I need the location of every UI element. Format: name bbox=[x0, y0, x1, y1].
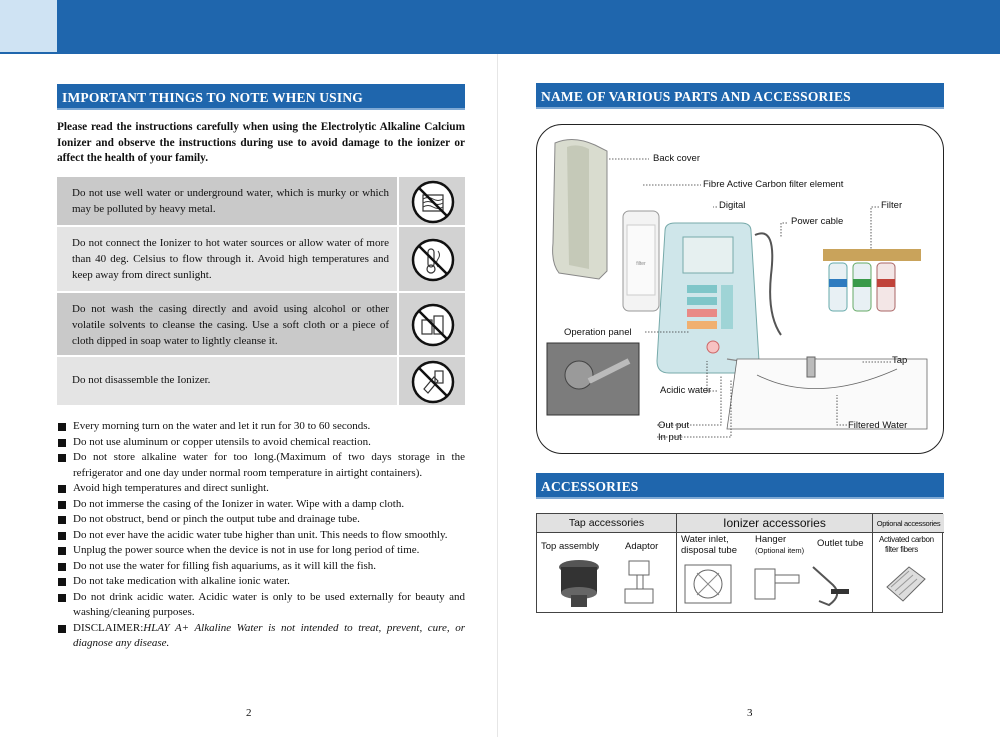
warning-text: Do not connect the Ionizer to hot water sources or allow water of more than 40 deg. Celsius to flow through it. Avoid high temperatures and keep away from direct sunlight. bbox=[57, 227, 397, 291]
accessories-table bbox=[536, 513, 943, 613]
warning-row bbox=[57, 177, 465, 227]
parts-diagram bbox=[536, 124, 944, 454]
page-number-right: 3 bbox=[747, 707, 753, 719]
warning-text: Do not disassemble the Ionizer. bbox=[57, 357, 397, 405]
label-hanger-note: (Optional item) bbox=[755, 546, 805, 555]
warning-table bbox=[57, 177, 465, 407]
ionizer-accessory-drawings bbox=[677, 559, 873, 611]
list-item: Do not drink acidic water. Acidic water is only to be used externally for beauty and washing/cleaning purposes. bbox=[57, 590, 465, 621]
label-operation-panel: Operation panel bbox=[564, 327, 632, 338]
page-number-left: 2 bbox=[246, 707, 252, 719]
list-item: Do not take medication with alkaline ionic water. bbox=[57, 574, 465, 590]
carbon-fiber-drawing bbox=[873, 557, 944, 611]
label-outlet-tube: Outlet tube bbox=[817, 538, 864, 549]
list-item: Do not use aluminum or copper utensils to avoid chemical reaction. bbox=[57, 435, 465, 451]
list-item: Do not store alkaline water for too long.(Maximum of two days storage in the refrigerator and one day under normal room temperature in airtight containers). bbox=[57, 450, 465, 481]
label-power-cable: Power cable bbox=[791, 216, 844, 227]
warning-row bbox=[57, 227, 465, 293]
warning-row bbox=[57, 357, 465, 407]
right-section-title: NAME OF VARIOUS PARTS AND ACCESSORIES bbox=[536, 83, 944, 109]
list-item: Every morning turn on the water and let it run for 30 to 60 seconds. bbox=[57, 419, 465, 435]
no-well-water-icon bbox=[397, 177, 465, 225]
left-section-title: IMPORTANT THINGS TO NOTE WHEN USING bbox=[57, 84, 465, 110]
label-adaptor: Adaptor bbox=[625, 541, 659, 552]
parts-illustration bbox=[537, 125, 944, 454]
no-disassemble-icon bbox=[397, 357, 465, 405]
label-acidic-water: Acidic water bbox=[660, 385, 712, 396]
ionizer-accessories-cell bbox=[677, 533, 873, 613]
warning-row bbox=[57, 293, 465, 357]
list-item: Do not obstruct, bend or pinch the output tube and drainage tube. bbox=[57, 512, 465, 528]
page-spine bbox=[497, 54, 498, 737]
label-hanger: Hanger bbox=[755, 534, 787, 545]
list-item: Avoid high temperatures and direct sunlight. bbox=[57, 481, 465, 497]
label-input: In put bbox=[658, 432, 682, 443]
label-water-inlet: Water inlet, bbox=[681, 534, 729, 545]
label-output: Out put bbox=[658, 420, 690, 431]
list-item: Do not immerse the casing of the Ionizer in water. Wipe with a damp cloth. bbox=[57, 497, 465, 513]
tap-accessories-header: Tap accessories bbox=[537, 514, 677, 533]
list-item: Unplug the power source when the device is not in use for long period of time. bbox=[57, 543, 465, 559]
intro-paragraph: Please read the instructions carefully when using the Electrolytic Alkaline Calcium Ionizer and observe the instructions during use to avoid damage to the ionizer or affect the health of your family. bbox=[57, 121, 465, 164]
ionizer-accessories-header: Ionizer accessories bbox=[677, 514, 873, 533]
label-filtered-water: Filtered Water bbox=[848, 420, 908, 431]
optional-accessories-cell bbox=[873, 533, 944, 613]
disclaimer-label: DISCLAIMER: bbox=[73, 621, 144, 634]
accessories-title: ACCESSORIES bbox=[536, 473, 944, 499]
tap-accessory-drawings bbox=[537, 555, 677, 611]
warning-text: Do not use well water or underground water, which is murky or which may be polluted by heavy metal. bbox=[57, 177, 397, 225]
warning-text: Do not wash the casing directly and avoid using alcohol or other volatile solvents to cleanse the casing. Use a soft cloth or a piece of cloth dipped in soap water to lightly cleanse it. bbox=[57, 293, 397, 355]
list-item: Do not use the water for filling fish aquariums, as it will kill the fish. bbox=[57, 559, 465, 575]
header-tab bbox=[0, 0, 57, 52]
optional-accessories-header: Optional accessories bbox=[873, 514, 944, 533]
label-back-cover: Back cover bbox=[653, 153, 700, 164]
tap-accessories-cell bbox=[537, 533, 677, 613]
usage-notes-list bbox=[57, 419, 465, 652]
label-tap: Tap bbox=[892, 355, 908, 366]
label-carbon-fibers-2: filter fibers bbox=[885, 545, 918, 554]
label-disposal-tube: disposal tube bbox=[681, 545, 737, 556]
header-rule bbox=[0, 52, 1000, 54]
no-washing-icon bbox=[397, 293, 465, 355]
disclaimer-text: HLAY A+ Alkaline Water is not intended to treat, prevent, cure, or diagnose any disease. bbox=[73, 621, 465, 649]
list-item: Do not ever have the acidic water tube higher than unit. This needs to flow smoothly. bbox=[57, 528, 465, 544]
label-filter: Filter bbox=[881, 200, 903, 211]
disclaimer bbox=[57, 621, 465, 652]
label-digital: Digital bbox=[719, 200, 746, 211]
label-carbon-fibers-1: Activated carbon bbox=[879, 535, 934, 544]
svg-text:filter: filter bbox=[636, 261, 646, 267]
no-hot-water-icon bbox=[397, 227, 465, 291]
header-band bbox=[57, 0, 1000, 52]
label-top-assembly: Top assembly bbox=[541, 541, 600, 552]
label-carbon-filter: Fibre Active Carbon filter element bbox=[703, 179, 844, 190]
